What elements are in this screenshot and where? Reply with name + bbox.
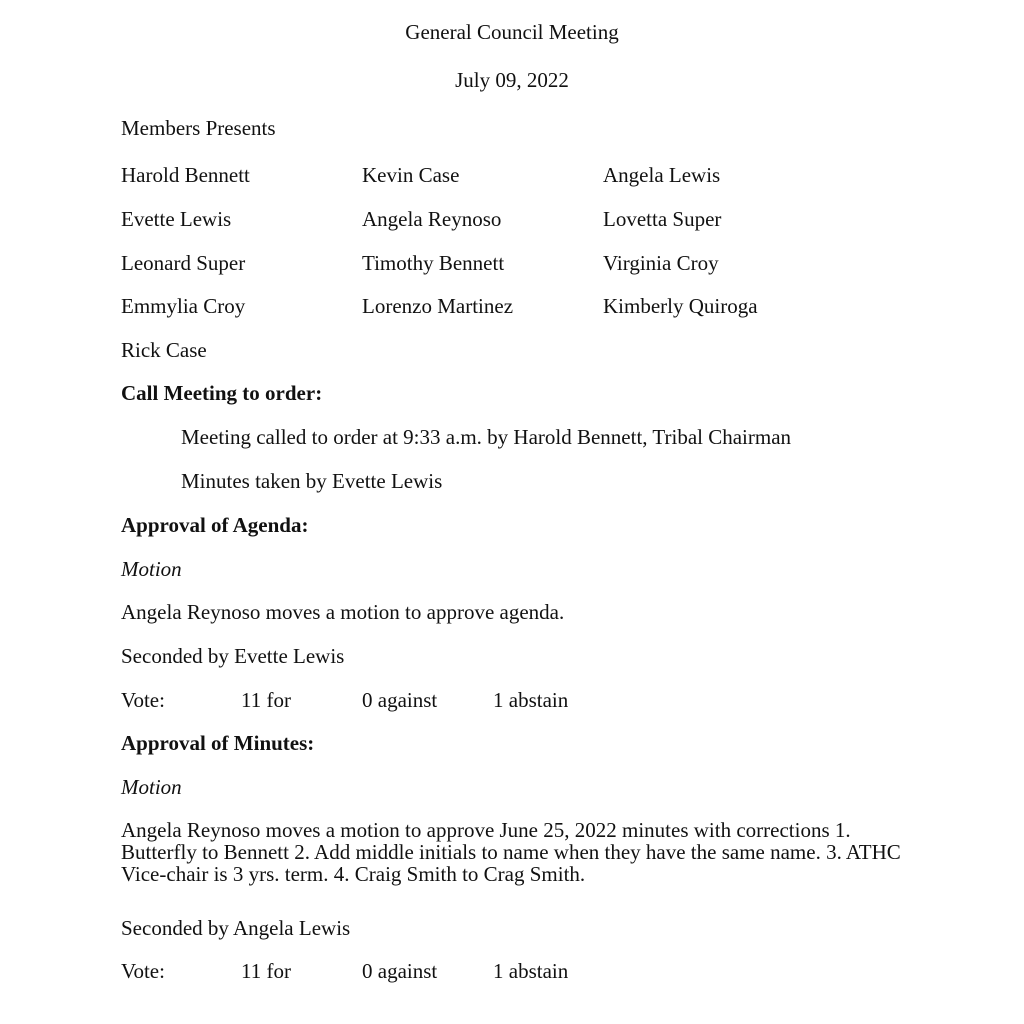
section-heading: Approval of Minutes: xyxy=(121,731,315,755)
member-name: Harold Bennett xyxy=(121,163,250,187)
member-name: Virginia Croy xyxy=(603,251,719,275)
member-name: Angela Reynoso xyxy=(362,207,502,231)
member-name: Emmylia Croy xyxy=(121,294,246,318)
section-heading: Call Meeting to order: xyxy=(121,381,323,405)
member-name: Evette Lewis xyxy=(121,207,232,231)
member-name: Kimberly Quiroga xyxy=(603,294,758,318)
member-name: Angela Lewis xyxy=(603,163,721,187)
member-name: Timothy Bennett xyxy=(362,251,505,275)
seconded-text: Seconded by Evette Lewis xyxy=(121,644,345,668)
member-name: Rick Case xyxy=(121,338,207,362)
member-name: Kevin Case xyxy=(362,163,460,187)
member-name: Leonard Super xyxy=(121,251,246,275)
member-name: Lovetta Super xyxy=(603,207,722,231)
meeting-date: July 09, 2022 xyxy=(455,68,569,92)
motion-label: Motion xyxy=(121,557,182,581)
vote-against: 0 against xyxy=(362,688,438,712)
vote-for: 11 for xyxy=(241,959,291,983)
seconded-text: Seconded by Angela Lewis xyxy=(121,916,351,940)
vote-label: Vote: xyxy=(121,959,165,983)
motion-text: Angela Reynoso moves a motion to approve June 25, 2022 minutes with corrections 1. Butterfly to Bennett 2. Add middle initials to name when they have the same name. 3. ATHC Vice-chair is 3 yrs. term. 4. Craig Smith to Crag Smith. xyxy=(121,818,901,886)
vote-label: Vote: xyxy=(121,688,165,712)
vote-for: 11 for xyxy=(241,688,291,712)
vote-abstain: 1 abstain xyxy=(493,959,569,983)
document-title: General Council Meeting xyxy=(405,20,619,44)
member-name: Lorenzo Martinez xyxy=(362,294,514,318)
vote-abstain: 1 abstain xyxy=(493,688,569,712)
minutes-taker-line: Minutes taken by Evette Lewis xyxy=(181,469,443,493)
motion-text: Angela Reynoso moves a motion to approve agenda. xyxy=(121,600,565,624)
section-heading: Approval of Agenda: xyxy=(121,513,309,537)
motion-label: Motion xyxy=(121,775,182,799)
vote-against: 0 against xyxy=(362,959,438,983)
members-heading: Members Presents xyxy=(121,116,276,140)
call-to-order-line: Meeting called to order at 9:33 a.m. by Harold Bennett, Tribal Chairman xyxy=(181,425,792,449)
